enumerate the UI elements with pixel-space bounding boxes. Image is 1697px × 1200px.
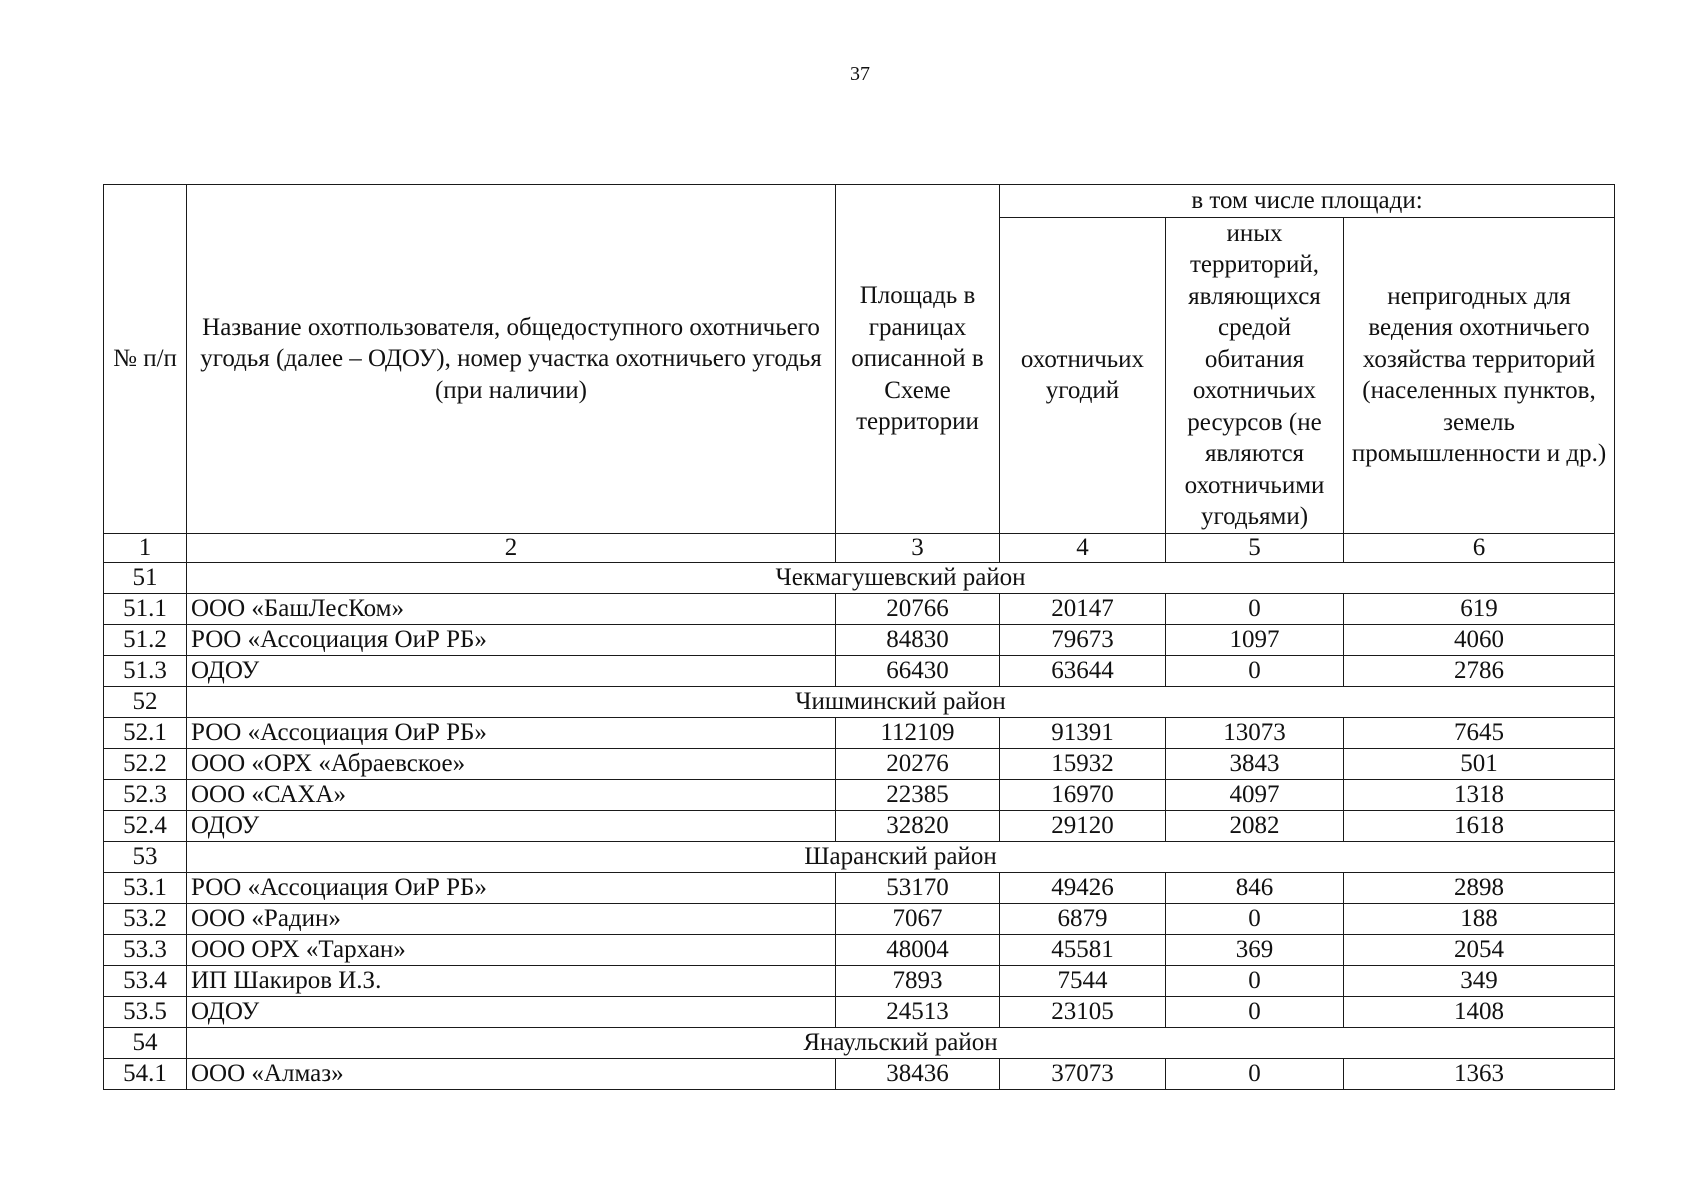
other-area: 0 (1166, 903, 1344, 934)
user-name: ИП Шакиров И.З. (187, 965, 836, 996)
user-name: РОО «Ассоциация ОиР РБ» (187, 717, 836, 748)
district-number: 51 (104, 562, 187, 593)
hunting-area: 49426 (1000, 872, 1166, 903)
column-number: 3 (836, 533, 1000, 562)
user-name: РОО «Ассоциация ОиР РБ» (187, 872, 836, 903)
row-number: 52.1 (104, 717, 187, 748)
table-row (104, 593, 1615, 624)
table-row (104, 903, 1615, 934)
unsuitable-area: 1363 (1344, 1058, 1615, 1089)
user-name: ООО ОРХ «Тархан» (187, 934, 836, 965)
row-number: 53.3 (104, 934, 187, 965)
district-row (104, 1027, 1615, 1058)
total-area: 7893 (836, 965, 1000, 996)
hunting-area: 63644 (1000, 655, 1166, 686)
unsuitable-area: 2054 (1344, 934, 1615, 965)
table-row (104, 1058, 1615, 1089)
total-area: 22385 (836, 779, 1000, 810)
district-number: 53 (104, 841, 187, 872)
hunting-areas-table (103, 184, 1615, 1090)
unsuitable-area: 4060 (1344, 624, 1615, 655)
total-area: 38436 (836, 1058, 1000, 1089)
user-name: ОДОУ (187, 810, 836, 841)
hunting-area: 20147 (1000, 593, 1166, 624)
other-area: 3843 (1166, 748, 1344, 779)
header-col-unsuitable: непригодных для ведения охотничьего хозяйства территорий (населенных пунктов, земель промышленности и др.) (1344, 217, 1615, 533)
user-name: ОДОУ (187, 996, 836, 1027)
table-row (104, 717, 1615, 748)
column-number: 4 (1000, 533, 1166, 562)
hunting-area: 29120 (1000, 810, 1166, 841)
unsuitable-area: 2898 (1344, 872, 1615, 903)
table-row (104, 655, 1615, 686)
district-row (104, 686, 1615, 717)
district-name: Янаульский район (187, 1027, 1615, 1058)
table-row (104, 996, 1615, 1027)
district-number: 54 (104, 1027, 187, 1058)
column-number-row (104, 533, 1615, 562)
other-area: 846 (1166, 872, 1344, 903)
hunting-area: 6879 (1000, 903, 1166, 934)
table-row (104, 934, 1615, 965)
user-name: ООО «БашЛесКом» (187, 593, 836, 624)
row-number: 52.4 (104, 810, 187, 841)
total-area: 20276 (836, 748, 1000, 779)
row-number: 52.3 (104, 779, 187, 810)
unsuitable-area: 501 (1344, 748, 1615, 779)
user-name: ООО «ОРХ «Абраевское» (187, 748, 836, 779)
district-name: Чекмагушевский район (187, 562, 1615, 593)
hunting-area: 15932 (1000, 748, 1166, 779)
table-row (104, 872, 1615, 903)
district-row (104, 562, 1615, 593)
other-area: 0 (1166, 593, 1344, 624)
unsuitable-area: 1408 (1344, 996, 1615, 1027)
other-area: 0 (1166, 965, 1344, 996)
unsuitable-area: 7645 (1344, 717, 1615, 748)
total-area: 48004 (836, 934, 1000, 965)
hunting-area: 23105 (1000, 996, 1166, 1027)
header-group-including: в том числе площади: (1000, 185, 1615, 218)
district-number: 52 (104, 686, 187, 717)
header-col-hunting-grounds: охотничьих угодий (1000, 217, 1166, 533)
other-area: 1097 (1166, 624, 1344, 655)
user-name: ООО «Алмаз» (187, 1058, 836, 1089)
column-number: 5 (1166, 533, 1344, 562)
other-area: 369 (1166, 934, 1344, 965)
hunting-area: 45581 (1000, 934, 1166, 965)
unsuitable-area: 1618 (1344, 810, 1615, 841)
row-number: 51.2 (104, 624, 187, 655)
row-number: 52.2 (104, 748, 187, 779)
district-name: Чишминский район (187, 686, 1615, 717)
hunting-area: 7544 (1000, 965, 1166, 996)
user-name: ОДОУ (187, 655, 836, 686)
row-number: 54.1 (104, 1058, 187, 1089)
hunting-area: 79673 (1000, 624, 1166, 655)
total-area: 66430 (836, 655, 1000, 686)
unsuitable-area: 2786 (1344, 655, 1615, 686)
page-number: 37 (850, 63, 870, 85)
unsuitable-area: 188 (1344, 903, 1615, 934)
total-area: 24513 (836, 996, 1000, 1027)
row-number: 53.4 (104, 965, 187, 996)
header-row-top (104, 185, 1615, 218)
header-col-other-territories: иных территорий, являющихся средой обитания охотничьих ресурсов (не являются охотничьими угодьями) (1166, 217, 1344, 533)
row-number: 53.1 (104, 872, 187, 903)
unsuitable-area: 619 (1344, 593, 1615, 624)
other-area: 0 (1166, 1058, 1344, 1089)
other-area: 13073 (1166, 717, 1344, 748)
district-name: Шаранский район (187, 841, 1615, 872)
row-number: 51.3 (104, 655, 187, 686)
header-col-number: № п/п (104, 185, 187, 534)
hunting-area: 91391 (1000, 717, 1166, 748)
unsuitable-area: 1318 (1344, 779, 1615, 810)
hunting-area: 16970 (1000, 779, 1166, 810)
row-number: 53.5 (104, 996, 187, 1027)
column-number: 1 (104, 533, 187, 562)
header-col-name: Название охотпользователя, общедоступного охотничьего угодья (далее – ОДОУ), номер участка охотничьего угодья (при наличии) (187, 185, 836, 534)
table-row (104, 779, 1615, 810)
column-number: 2 (187, 533, 836, 562)
other-area: 0 (1166, 996, 1344, 1027)
table-row (104, 810, 1615, 841)
header-col-total-area: Площадь в границах описанной в Схеме территории (836, 185, 1000, 534)
column-number: 6 (1344, 533, 1615, 562)
user-name: ООО «САХА» (187, 779, 836, 810)
total-area: 32820 (836, 810, 1000, 841)
table-row (104, 624, 1615, 655)
user-name: РОО «Ассоциация ОиР РБ» (187, 624, 836, 655)
hunting-area: 37073 (1000, 1058, 1166, 1089)
other-area: 2082 (1166, 810, 1344, 841)
table-row (104, 965, 1615, 996)
table-row (104, 748, 1615, 779)
row-number: 51.1 (104, 593, 187, 624)
total-area: 20766 (836, 593, 1000, 624)
other-area: 4097 (1166, 779, 1344, 810)
row-number: 53.2 (104, 903, 187, 934)
table-body (104, 185, 1615, 1090)
other-area: 0 (1166, 655, 1344, 686)
total-area: 53170 (836, 872, 1000, 903)
total-area: 84830 (836, 624, 1000, 655)
unsuitable-area: 349 (1344, 965, 1615, 996)
district-row (104, 841, 1615, 872)
total-area: 7067 (836, 903, 1000, 934)
total-area: 112109 (836, 717, 1000, 748)
user-name: ООО «Радин» (187, 903, 836, 934)
